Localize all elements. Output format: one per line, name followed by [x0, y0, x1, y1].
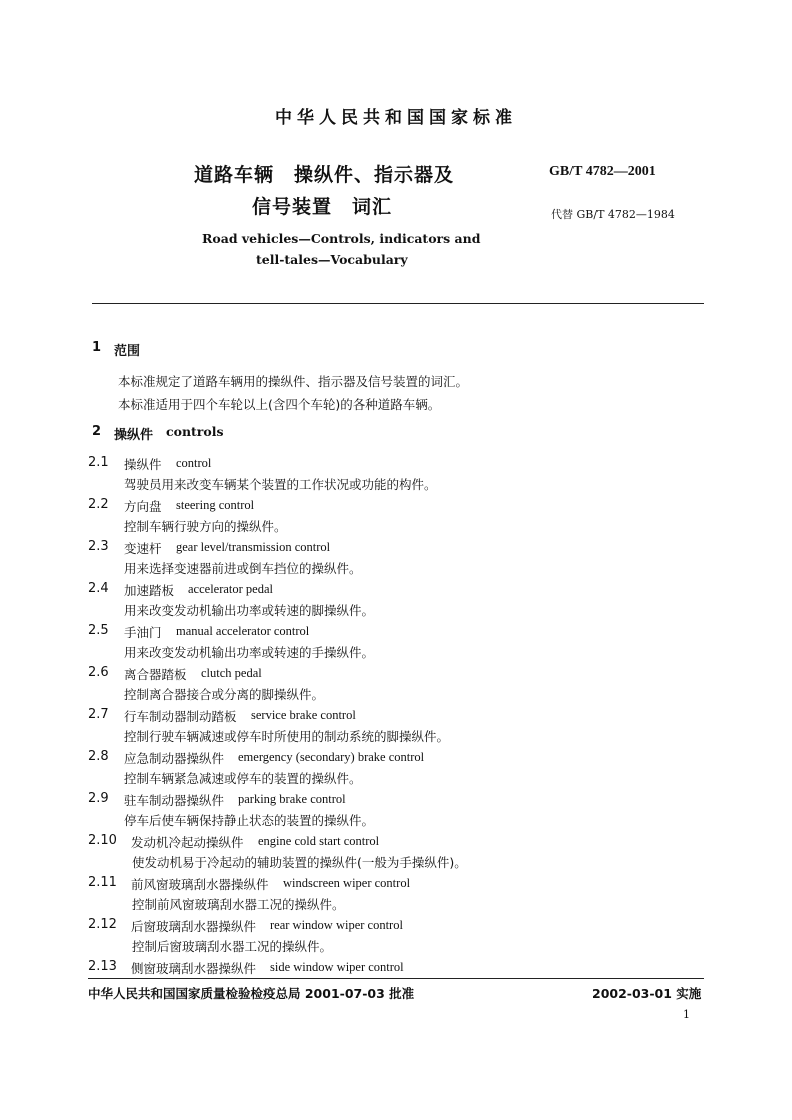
term-number: 2.7: [88, 707, 109, 722]
section2-title-en: controls: [166, 424, 224, 439]
section2-number: 2: [92, 424, 102, 439]
term-number: 2.11: [88, 875, 117, 890]
term-definition: 控制车辆行驶方向的操纵件。: [124, 519, 287, 534]
title-cn-line2: 信号装置 词汇: [252, 196, 393, 218]
term-en: side window wiper control: [270, 960, 404, 974]
term-en: emergency (secondary) brake control: [238, 750, 425, 764]
term-number: 2.12: [88, 917, 117, 932]
term-en: clutch pedal: [201, 666, 262, 680]
term-definition: 控制行驶车辆减速或停车时所使用的制动系统的脚操纵件。: [124, 729, 450, 744]
term-en: windscreen wiper control: [283, 876, 411, 890]
term-cn: 发动机冷起动操纵件: [131, 835, 244, 850]
section1-number: 1: [92, 340, 102, 355]
section1-paragraph: 本标准规定了道路车辆用的操纵件、指示器及信号装置的词汇。: [118, 374, 469, 389]
term-number: 2.8: [88, 749, 109, 764]
standard-code: GB/T 4782—2001: [549, 164, 656, 179]
footer-divider: [88, 978, 704, 979]
term-cn: 变速杆: [124, 541, 162, 556]
term-cn: 操纵件: [124, 457, 162, 472]
term-definition: 控制车辆紧急减速或停车的装置的操纵件。: [124, 771, 362, 786]
term-en: accelerator pedal: [188, 582, 274, 596]
term-en: control: [176, 456, 212, 470]
term-cn: 驻车制动器操纵件: [124, 793, 225, 808]
term-number: 2.5: [88, 623, 109, 638]
national-standard-heading: 中华人民共和国国家标准: [275, 108, 517, 128]
term-cn: 后窗玻璃刮水器操纵件: [131, 919, 257, 934]
term-number: 2.6: [88, 665, 109, 680]
term-number: 2.10: [88, 833, 117, 848]
term-definition: 使发动机易于冷起动的辅助装置的操纵件(一般为手操纵件)。: [132, 855, 467, 870]
page-number: 1: [683, 1008, 690, 1021]
term-cn: 前风窗玻璃刮水器操纵件: [131, 877, 269, 892]
term-definition: 停车后使车辆保持静止状态的装置的操纵件。: [124, 813, 375, 828]
term-en: parking brake control: [238, 792, 346, 806]
term-definition: 控制后窗玻璃刮水器工况的操纵件。: [132, 939, 333, 954]
section1-paragraph: 本标准适用于四个车轮以上(含四个车轮)的各种道路车辆。: [118, 397, 441, 412]
term-definition: 用来改变发动机输出功率或转速的脚操纵件。: [124, 603, 375, 618]
title-en-line1: Road vehicles—Controls, indicators and: [202, 231, 481, 246]
term-cn: 加速踏板: [124, 583, 175, 598]
term-en: gear level/transmission control: [176, 540, 331, 554]
term-number: 2.4: [88, 581, 109, 596]
term-definition: 控制离合器接合或分离的脚操纵件。: [124, 687, 325, 702]
term-definition: 控制前风窗玻璃刮水器工况的操纵件。: [132, 897, 345, 912]
term-cn: 应急制动器操纵件: [124, 751, 225, 766]
approval-info: 中华人民共和国国家质量检验检疫总局 2001-07-03 批准: [88, 986, 415, 1001]
term-cn: 行车制动器制动踏板: [124, 709, 237, 724]
term-cn: 离合器踏板: [124, 667, 187, 682]
term-definition: 用来改变发动机输出功率或转速的手操纵件。: [124, 645, 375, 660]
title-cn-line1: 道路车辆 操纵件、指示器及: [194, 164, 455, 186]
term-number: 2.1: [88, 455, 109, 470]
term-number: 2.9: [88, 791, 109, 806]
term-en: service brake control: [251, 708, 356, 722]
term-number: 2.3: [88, 539, 109, 554]
term-number: 2.13: [88, 959, 117, 974]
term-definition: 驾驶员用来改变车辆某个装置的工作状况或功能的构件。: [124, 477, 437, 492]
implementation-date: 2002-03-01 实施: [592, 986, 702, 1001]
term-cn: 侧窗玻璃刮水器操纵件: [131, 961, 257, 976]
replaces-standard: 代替 GB/T 4782—1984: [551, 208, 675, 221]
term-cn: 手油门: [124, 625, 162, 640]
term-en: steering control: [176, 498, 255, 512]
term-definition: 用来选择变速器前进或倒车挡位的操纵件。: [124, 561, 362, 576]
term-en: engine cold start control: [258, 834, 380, 848]
title-en-line2: tell-tales—Vocabulary: [256, 252, 408, 267]
term-number: 2.2: [88, 497, 109, 512]
section1-title: 范围: [114, 344, 141, 359]
term-cn: 方向盘: [124, 499, 162, 514]
term-en: rear window wiper control: [270, 918, 403, 932]
header-divider: [92, 303, 704, 304]
section2-title: 操纵件: [114, 428, 154, 443]
term-en: manual accelerator control: [176, 624, 310, 638]
